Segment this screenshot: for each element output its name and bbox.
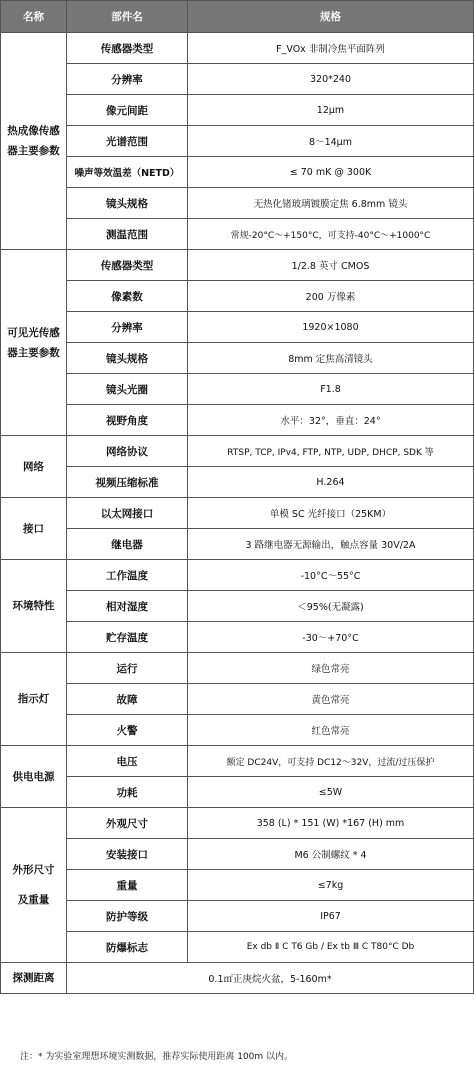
spec-cell: Ex db Ⅱ C T6 Gb / Ex tb Ⅲ C T80°C Db (188, 932, 474, 963)
part-cell: 故障 (67, 684, 188, 715)
table-row (1, 343, 474, 374)
spec-cell: 红色常亮 (188, 715, 474, 746)
table-header-row (1, 1, 474, 33)
spec-cell: ≤7kg (188, 870, 474, 901)
table-row (1, 219, 474, 250)
table-row (1, 560, 474, 591)
spec-cell: 320*240 (188, 64, 474, 95)
category-physical-line2: 及重量 (17, 894, 50, 906)
table-row (1, 808, 474, 839)
table-row (1, 653, 474, 684)
part-cell: 防护等级 (67, 901, 188, 932)
table-row (1, 281, 474, 312)
table-row (1, 374, 474, 405)
table-row (1, 405, 474, 436)
table-row (1, 529, 474, 560)
spec-cell: 常规-20°C～+150°C，可支持-40°C～+1000°C (188, 219, 474, 250)
table-row (1, 839, 474, 870)
part-cell: 外观尺寸 (67, 808, 188, 839)
category-thermal: 热成像传感器主要参数 (1, 33, 67, 250)
table-row (1, 312, 474, 343)
spec-cell: 8～14μm (188, 126, 474, 157)
table-row (1, 64, 474, 95)
table-row (1, 188, 474, 219)
part-cell: 防爆标志 (67, 932, 188, 963)
part-cell: 噪声等效温差（NETD） (67, 157, 188, 188)
spec-cell: F_VOx 非制冷焦平面阵列 (188, 33, 474, 64)
category-visible: 可见光传感器主要参数 (1, 250, 67, 436)
table-row (1, 622, 474, 653)
part-cell: 功耗 (67, 777, 188, 808)
spec-cell: ≤ 70 mK @ 300K (188, 157, 474, 188)
header-name: 名称 (1, 1, 67, 33)
table-row (1, 746, 474, 777)
spec-cell: 1/2.8 英寸 CMOS (188, 250, 474, 281)
part-cell: 相对湿度 (67, 591, 188, 622)
part-cell: 重量 (67, 870, 188, 901)
part-cell: 像素数 (67, 281, 188, 312)
spec-cell: 单模 SC 光纤接口（25KM） (188, 498, 474, 529)
category-power: 供电电源 (1, 746, 67, 808)
header-part: 部件名 (67, 1, 188, 33)
table-row (1, 250, 474, 281)
part-cell: 镜头光圈 (67, 374, 188, 405)
part-cell: 测温范围 (67, 219, 188, 250)
table-row (1, 901, 474, 932)
part-cell: 分辨率 (67, 64, 188, 95)
table-row (1, 498, 474, 529)
spec-cell: 1920×1080 (188, 312, 474, 343)
category-indicator: 指示灯 (1, 653, 67, 746)
part-cell: 传感器类型 (67, 250, 188, 281)
spec-cell: -10°C～55°C (188, 560, 474, 591)
table-row (1, 436, 474, 467)
spec-cell: 0.1㎡正庚烷火盆，5-160m* (67, 963, 474, 994)
category-network: 网络 (1, 436, 67, 498)
spec-cell: RTSP, TCP, IPv4, FTP, NTP, UDP, DHCP, SDK 等 (188, 436, 474, 467)
table-row (1, 777, 474, 808)
spec-cell: 绿色常亮 (188, 653, 474, 684)
spec-cell: 3 路继电器无源输出，触点容量 30V/2A (188, 529, 474, 560)
spec-cell: M6 公制螺纹 * 4 (188, 839, 474, 870)
part-cell: 火警 (67, 715, 188, 746)
part-cell: 以太网接口 (67, 498, 188, 529)
spec-cell: IP67 (188, 901, 474, 932)
spec-cell: 无热化锗玻璃镀膜定焦 6.8mm 镜头 (188, 188, 474, 219)
category-interface: 接口 (1, 498, 67, 560)
table-row (1, 870, 474, 901)
part-cell: 传感器类型 (67, 33, 188, 64)
table-row (1, 95, 474, 126)
spec-cell: ≤5W (188, 777, 474, 808)
table-row (1, 932, 474, 963)
table-row (1, 33, 474, 64)
spec-cell: 200 万像素 (188, 281, 474, 312)
category-physical-line1: 外形尺寸 (12, 864, 55, 876)
footnote: 注：* 为实验室理想环境实测数据，推荐实际使用距离 100m 以内。 (20, 1052, 294, 1062)
part-cell: 电压 (67, 746, 188, 777)
part-cell: 安装接口 (67, 839, 188, 870)
spec-cell: 12μm (188, 95, 474, 126)
category-detection: 探测距离 (1, 963, 67, 994)
part-cell: 视频压缩标准 (67, 467, 188, 498)
spec-cell: ＜95%(无凝露) (188, 591, 474, 622)
table-row (1, 126, 474, 157)
table-row (1, 715, 474, 746)
part-cell: 镜头规格 (67, 343, 188, 374)
part-cell: 工作温度 (67, 560, 188, 591)
part-cell: 像元间距 (67, 95, 188, 126)
table-row (1, 591, 474, 622)
spec-cell: -30～+70°C (188, 622, 474, 653)
category-environment: 环境特性 (1, 560, 67, 653)
table-row (1, 684, 474, 715)
part-cell: 镜头规格 (67, 188, 188, 219)
spec-cell: 358 (L) * 151 (W) *167 (H) mm (188, 808, 474, 839)
part-cell: 网络协议 (67, 436, 188, 467)
part-cell: 运行 (67, 653, 188, 684)
spec-cell: F1.8 (188, 374, 474, 405)
spec-cell: 水平：32°，垂直：24° (188, 405, 474, 436)
part-cell: 贮存温度 (67, 622, 188, 653)
table-row (1, 157, 474, 188)
part-cell: 继电器 (67, 529, 188, 560)
table-row (1, 963, 474, 994)
category-physical (1, 808, 67, 963)
header-spec: 规格 (188, 1, 474, 33)
spec-cell: 8mm 定焦高清镜头 (188, 343, 474, 374)
table-row (1, 467, 474, 498)
part-cell: 分辨率 (67, 312, 188, 343)
part-cell: 光谱范围 (67, 126, 188, 157)
spec-cell: H.264 (188, 467, 474, 498)
part-cell: 视野角度 (67, 405, 188, 436)
spec-cell: 黄色常亮 (188, 684, 474, 715)
spec-cell: 额定 DC24V，可支持 DC12～32V，过流/过压保护 (188, 746, 474, 777)
